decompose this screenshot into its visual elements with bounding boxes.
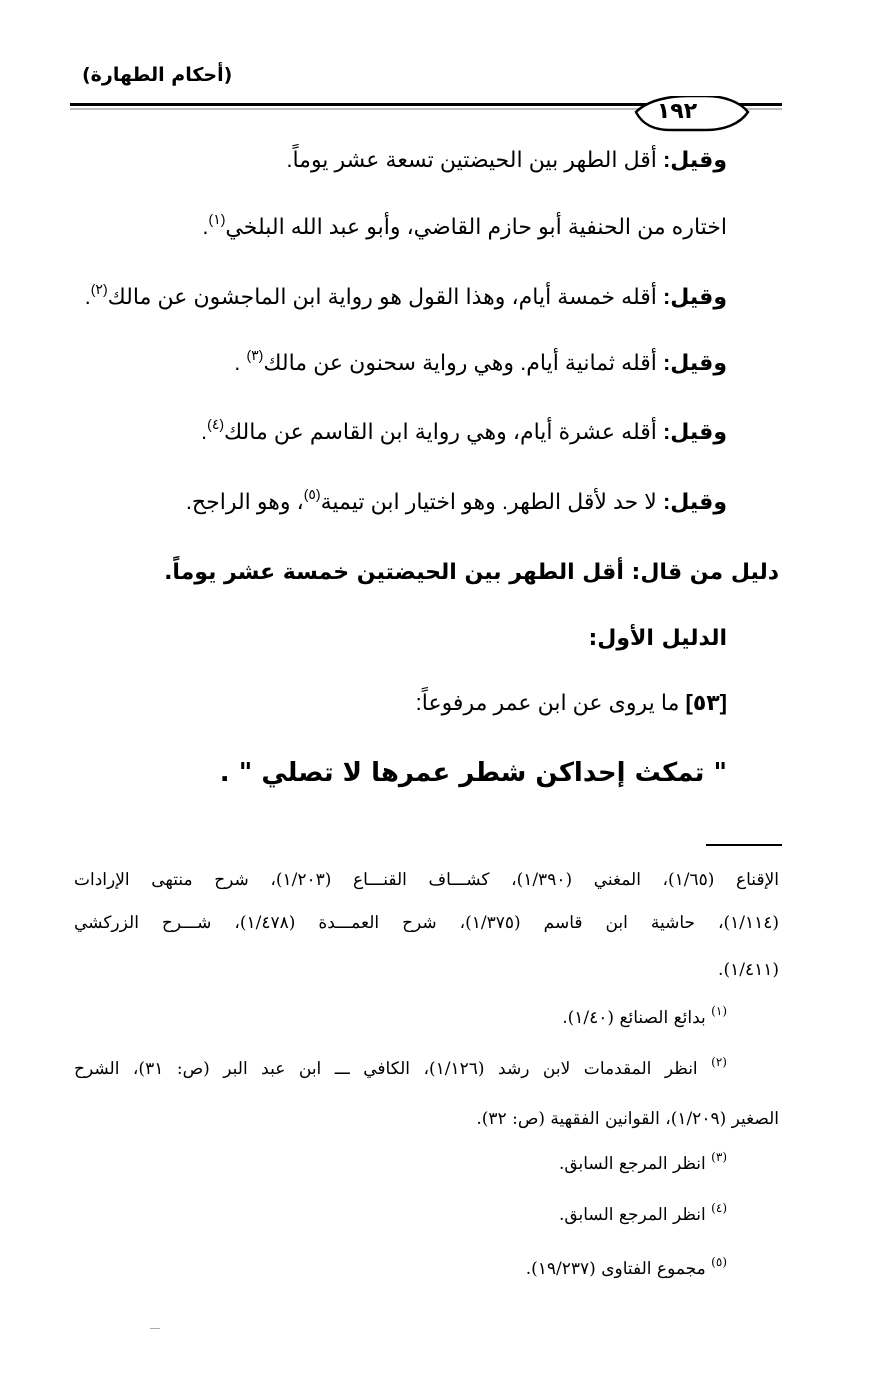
footnote-text: انظر المقدمات لابن رشد (١/١٢٦)، الكافي ـــ ابن عبد البر (ص: ٣١)، الشرح: [74, 1059, 712, 1079]
footnote-mark: (٥): [711, 1255, 727, 1269]
footnote-text: مجموع الفتاوى (١٩/٢٣٧).: [525, 1259, 712, 1279]
footnote-continuation-line-3: (١/٤١١).: [718, 960, 779, 980]
running-header-title: (أحكام الطهارة): [82, 64, 233, 86]
footnote-ref-3[interactable]: (٣): [246, 347, 264, 363]
footnote-4: [558, 1201, 727, 1225]
hadith-number: [٥٣]: [685, 690, 727, 715]
footnote-3: [558, 1150, 727, 1174]
line-end: ، وهو الراجح.: [185, 489, 304, 514]
scan-speck: [150, 1328, 160, 1329]
footnote-1: [562, 1004, 727, 1028]
footnote-2-line-2: الصغير (١/٢٠٩)، القوانين الفقهية (ص: ٣٢).: [476, 1109, 779, 1129]
hadith-line: [416, 690, 727, 716]
footnote-ref-5[interactable]: (٥): [303, 486, 321, 502]
text-line-6: [185, 486, 727, 515]
line-text: اختاره من الحنفية أبو حازم القاضي، وأبو عبد الله البلخي: [225, 214, 727, 239]
footnote-separator: [706, 844, 782, 846]
text-line-3: [84, 281, 727, 310]
footnote-mark: (٢): [711, 1055, 727, 1069]
footnote-ref-1[interactable]: (١): [208, 211, 226, 227]
line-end: .: [84, 284, 91, 309]
footnote-mark: (٣): [711, 1150, 727, 1164]
line-end: .: [202, 214, 209, 239]
footnote-continuation-line-2: (١/١١٤)، حاشية ابن قاسم (١/٣٧٥)، شرح العمـــدة (١/٤٧٨)، شـــرح الزركشي: [74, 913, 780, 933]
footnote-text: انظر المرجع السابق.: [558, 1205, 712, 1225]
hadith-quote: " تمكث إحداكن شطر عمرها لا تصلي " .: [219, 758, 727, 788]
line-text: أقله عشرة أيام، وهي رواية ابن القاسم عن مالك: [224, 419, 663, 444]
text-line-1: [286, 147, 727, 173]
text-line-2: [202, 211, 727, 240]
footnote-mark: (١): [711, 1004, 727, 1018]
line-text: أقله ثمانية أيام. وهي رواية سحنون عن مالك: [263, 350, 663, 375]
sub-heading: الدليل الأول:: [588, 626, 727, 651]
footnote-5: [525, 1255, 727, 1279]
line-text: لا حد لأقل الطهر. وهو اختيار ابن تيمية: [320, 489, 663, 514]
footnote-ref-4[interactable]: (٤): [207, 416, 225, 432]
footnote-continuation-line-1: الإقناع (١/٦٥)، المغني (١/٣٩٠)، كشـــاف القنـــاع (١/٢٠٣)، شرح منتهى الإرادات: [74, 870, 779, 890]
line-label: وقيل:: [662, 489, 727, 514]
footnote-text: انظر المرجع السابق.: [558, 1154, 712, 1174]
line-label: وقيل:: [662, 147, 727, 172]
section-heading: دليل من قال: أقل الطهر بين الحيضتين خمسة عشر يوماً.: [164, 560, 779, 585]
line-label: وقيل:: [662, 284, 727, 309]
line-end: .: [234, 350, 247, 375]
footnote-ref-2[interactable]: (٢): [90, 281, 108, 297]
footnote-mark: (٤): [711, 1201, 727, 1215]
text-line-4: [234, 347, 727, 376]
page-number: ١٩٢: [656, 99, 698, 124]
line-label: وقيل:: [662, 350, 727, 375]
line-end: .: [201, 419, 208, 444]
line-label: وقيل:: [662, 419, 727, 444]
footnote-text: بدائع الصنائع (١/٤٠).: [562, 1008, 712, 1028]
text-line-5: [201, 416, 727, 445]
hadith-text: ما يروى عن ابن عمر مرفوعاً:: [415, 690, 686, 715]
line-text: أقله خمسة أيام، وهذا القول هو رواية ابن الماجشون عن مالك: [107, 284, 663, 309]
line-text: أقل الطهر بين الحيضتين تسعة عشر يوماً.: [286, 147, 663, 172]
footnote-2-line-1: [74, 1055, 727, 1079]
